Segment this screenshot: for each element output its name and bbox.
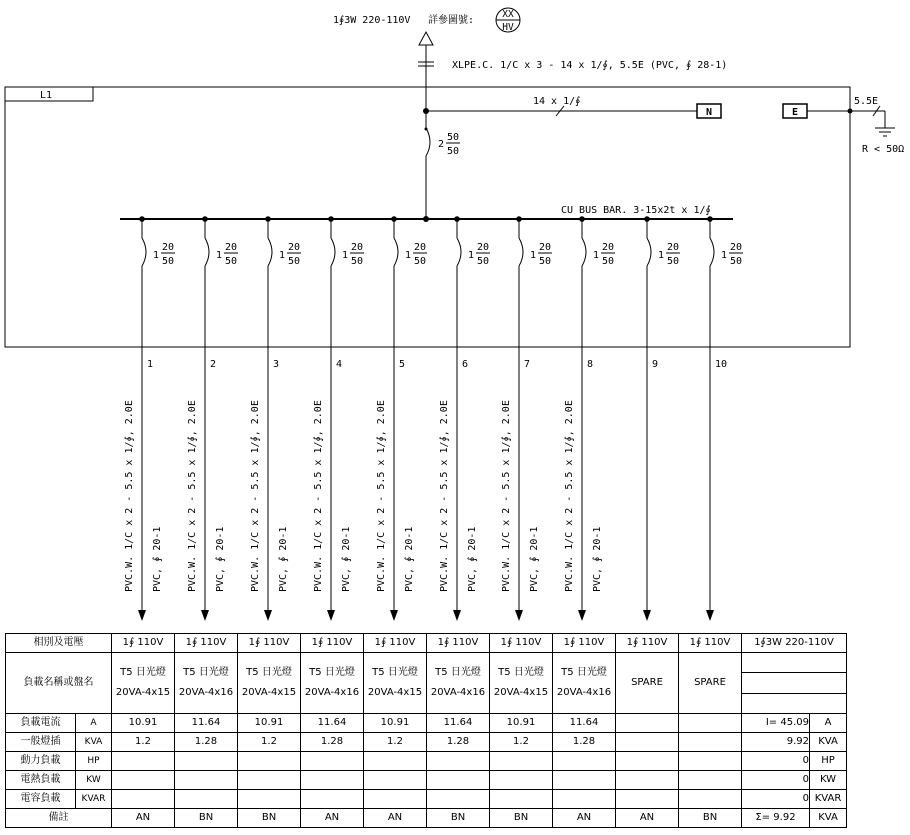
breaker-af: 50 bbox=[539, 256, 552, 267]
breaker-poles: 1 bbox=[658, 250, 665, 261]
load-arrow-icon bbox=[515, 610, 523, 621]
circuit-9 bbox=[643, 216, 680, 621]
load-arrow-icon bbox=[264, 610, 272, 621]
summary-kw-unit: KW bbox=[810, 771, 847, 790]
load-name: T5 日光燈 bbox=[246, 667, 292, 678]
ground-cable-label: 5.5E bbox=[854, 96, 879, 107]
circuit-number: 4 bbox=[336, 359, 343, 370]
load-name-cell bbox=[175, 653, 238, 714]
breaker-at: 20 bbox=[225, 242, 238, 253]
breaker-af: 50 bbox=[667, 256, 680, 267]
remark-cell: BN bbox=[175, 809, 238, 828]
capacitor-cell bbox=[679, 790, 742, 809]
summary-kvar-unit: KVAR bbox=[810, 790, 847, 809]
ground-symbol-icon bbox=[875, 111, 895, 136]
table-row-lighting bbox=[6, 733, 847, 752]
capacitor-cell bbox=[364, 790, 427, 809]
capacitor-cell bbox=[112, 790, 175, 809]
table-row-phase bbox=[6, 634, 847, 653]
summary-kva: 9.92 bbox=[742, 733, 810, 752]
remark-cell: BN bbox=[679, 809, 742, 828]
remark-cell: BN bbox=[490, 809, 553, 828]
supply-label: 1∮3W 220-110V bbox=[333, 15, 411, 26]
phase-cell: 1∮ 110V bbox=[364, 634, 427, 653]
kva-cell: 1.2 bbox=[490, 733, 553, 752]
power-cell bbox=[553, 752, 616, 771]
load-rating: 20VA-4x15 bbox=[367, 687, 423, 698]
reference-bubble-top: XX bbox=[502, 9, 514, 20]
breaker-symbol bbox=[457, 238, 461, 266]
power-cell bbox=[175, 752, 238, 771]
branch-conduit: PVC, ∮ 20-1 bbox=[529, 526, 540, 592]
current-cell: 10.91 bbox=[238, 714, 301, 733]
breaker-symbol bbox=[582, 238, 586, 266]
table-row-remarks bbox=[6, 809, 847, 828]
row-label: 動力負載 bbox=[6, 752, 76, 771]
supply-arrow-icon bbox=[419, 32, 433, 45]
load-name-cell bbox=[364, 653, 427, 714]
heating-cell bbox=[301, 771, 364, 790]
kva-cell bbox=[679, 733, 742, 752]
breaker-af: 50 bbox=[225, 256, 238, 267]
power-cell bbox=[364, 752, 427, 771]
main-breaker-af: 50 bbox=[447, 146, 460, 157]
remark-cell: BN bbox=[238, 809, 301, 828]
branch-circuits bbox=[124, 216, 743, 621]
load-name: T5 日光燈 bbox=[120, 667, 166, 678]
power-cell bbox=[112, 752, 175, 771]
main-breaker-at: 50 bbox=[447, 132, 460, 143]
row-unit: A bbox=[76, 714, 112, 733]
breaker-poles: 1 bbox=[530, 250, 537, 261]
load-name: SPARE bbox=[631, 677, 663, 688]
summary-phase: 1∮3W 220-110V bbox=[742, 634, 847, 653]
remark-cell: AN bbox=[364, 809, 427, 828]
main-breaker bbox=[420, 128, 432, 157]
branch-conduit: PVC, ∮ 20-1 bbox=[152, 526, 163, 592]
power-cell bbox=[679, 752, 742, 771]
load-name-cell bbox=[238, 653, 301, 714]
branch-cable: PVC.W. 1/C x 2 - 5.5 x 1/∮, 2.0E bbox=[376, 400, 387, 592]
capacitor-cell bbox=[175, 790, 238, 809]
capacitor-cell bbox=[238, 790, 301, 809]
heating-cell bbox=[616, 771, 679, 790]
circuit-3 bbox=[250, 216, 301, 621]
breaker-poles: 1 bbox=[468, 250, 475, 261]
load-name: T5 日光燈 bbox=[183, 667, 229, 678]
row-unit: HP bbox=[76, 752, 112, 771]
capacitor-cell bbox=[553, 790, 616, 809]
row-unit: KVAR bbox=[76, 790, 112, 809]
load-arrow-icon bbox=[138, 610, 146, 621]
phase-cell: 1∮ 110V bbox=[553, 634, 616, 653]
circuit-number: 1 bbox=[147, 359, 154, 370]
breaker-af: 50 bbox=[602, 256, 615, 267]
breaker-af: 50 bbox=[351, 256, 364, 267]
ground-label: E bbox=[791, 107, 799, 118]
load-name: SPARE bbox=[694, 677, 726, 688]
row-label: 一般燈插 bbox=[6, 733, 76, 752]
breaker-poles: 1 bbox=[405, 250, 412, 261]
row-label: 相別及電壓 bbox=[6, 634, 112, 653]
kva-cell bbox=[616, 733, 679, 752]
load-name: T5 日光燈 bbox=[372, 667, 418, 678]
load-arrow-icon bbox=[643, 610, 651, 621]
circuit-1 bbox=[124, 216, 175, 621]
power-cell bbox=[490, 752, 553, 771]
branch-cable: PVC.W. 1/C x 2 - 5.5 x 1/∮, 2.0E bbox=[124, 400, 135, 592]
load-arrow-icon bbox=[327, 610, 335, 621]
current-cell: 10.91 bbox=[112, 714, 175, 733]
heating-cell bbox=[490, 771, 553, 790]
breaker-af: 50 bbox=[730, 256, 743, 267]
load-arrow-icon bbox=[706, 610, 714, 621]
heating-cell bbox=[112, 771, 175, 790]
breaker-symbol bbox=[331, 238, 335, 266]
panel-name: L1 bbox=[40, 90, 53, 101]
table-row-load-name bbox=[6, 653, 847, 714]
blank-subcell bbox=[742, 694, 846, 713]
breaker-symbol bbox=[519, 238, 523, 266]
main-breaker-poles: 2 bbox=[438, 139, 445, 150]
summary-kw: 0 bbox=[742, 771, 810, 790]
load-name-cell bbox=[616, 653, 679, 714]
current-cell: 10.91 bbox=[490, 714, 553, 733]
circuit-number: 5 bbox=[399, 359, 406, 370]
kva-cell: 1.28 bbox=[175, 733, 238, 752]
phase-cell: 1∮ 110V bbox=[427, 634, 490, 653]
current-cell: 11.64 bbox=[553, 714, 616, 733]
summary-kva-unit: KVA bbox=[810, 733, 847, 752]
breaker-at: 20 bbox=[602, 242, 615, 253]
remark-cell: AN bbox=[616, 809, 679, 828]
kva-cell: 1.28 bbox=[301, 733, 364, 752]
kva-cell: 1.28 bbox=[553, 733, 616, 752]
breaker-poles: 1 bbox=[721, 250, 728, 261]
branch-conduit: PVC, ∮ 20-1 bbox=[215, 526, 226, 592]
row-label: 負載電流 bbox=[6, 714, 76, 733]
load-rating: 20VA-4x16 bbox=[430, 687, 486, 698]
heating-cell bbox=[364, 771, 427, 790]
capacitor-cell bbox=[427, 790, 490, 809]
power-cell bbox=[616, 752, 679, 771]
breaker-at: 20 bbox=[288, 242, 301, 253]
breaker-at: 20 bbox=[414, 242, 427, 253]
summary-current: I= 45.09 bbox=[742, 714, 810, 733]
breaker-at: 20 bbox=[667, 242, 680, 253]
branch-conduit: PVC, ∮ 20-1 bbox=[467, 526, 478, 592]
power-cell bbox=[238, 752, 301, 771]
circuit-number: 3 bbox=[273, 359, 280, 370]
remark-cell: AN bbox=[553, 809, 616, 828]
circuit-4 bbox=[313, 216, 364, 621]
kva-cell: 1.2 bbox=[112, 733, 175, 752]
busbar-label: CU BUS BAR. 3-15x2t x 1/∮ bbox=[561, 205, 711, 216]
load-schedule-table bbox=[5, 633, 847, 828]
load-name-cell bbox=[112, 653, 175, 714]
branch-cable: PVC.W. 1/C x 2 - 5.5 x 1/∮, 2.0E bbox=[564, 400, 575, 592]
remark-cell: AN bbox=[301, 809, 364, 828]
circuit-10 bbox=[706, 216, 743, 621]
table-row-current bbox=[6, 714, 847, 733]
load-rating: 20VA-4x15 bbox=[115, 687, 171, 698]
branch-conduit: PVC, ∮ 20-1 bbox=[341, 526, 352, 592]
phase-cell: 1∮ 110V bbox=[112, 634, 175, 653]
load-name: T5 日光燈 bbox=[498, 667, 544, 678]
load-arrow-icon bbox=[390, 610, 398, 621]
breaker-at: 20 bbox=[730, 242, 743, 253]
summary-hp-unit: HP bbox=[810, 752, 847, 771]
load-rating: 20VA-4x15 bbox=[493, 687, 549, 698]
circuit-5 bbox=[376, 216, 427, 621]
load-rating: 20VA-4x16 bbox=[556, 687, 612, 698]
table-row-capacitor bbox=[6, 790, 847, 809]
row-label: 電熱負載 bbox=[6, 771, 76, 790]
neutral-cable-label: 14 x 1/∮ bbox=[533, 96, 581, 107]
ground-resistance: R < 50Ω bbox=[862, 144, 905, 155]
load-rating: 20VA-4x16 bbox=[304, 687, 360, 698]
breaker-af: 50 bbox=[477, 256, 490, 267]
breaker-at: 20 bbox=[539, 242, 552, 253]
capacitor-cell bbox=[490, 790, 553, 809]
phase-cell: 1∮ 110V bbox=[175, 634, 238, 653]
load-name-cell bbox=[553, 653, 616, 714]
kva-cell: 1.28 bbox=[427, 733, 490, 752]
branch-cable: PVC.W. 1/C x 2 - 5.5 x 1/∮, 2.0E bbox=[501, 400, 512, 592]
breaker-at: 20 bbox=[351, 242, 364, 253]
load-name: T5 日光燈 bbox=[435, 667, 481, 678]
circuit-8 bbox=[564, 216, 615, 621]
breaker-symbol bbox=[710, 238, 714, 266]
circuit-number: 7 bbox=[524, 359, 531, 370]
breaker-poles: 1 bbox=[593, 250, 600, 261]
branch-cable: PVC.W. 1/C x 2 - 5.5 x 1/∮, 2.0E bbox=[187, 400, 198, 592]
power-cell bbox=[301, 752, 364, 771]
breaker-symbol bbox=[142, 238, 146, 266]
breaker-symbol bbox=[268, 238, 272, 266]
row-label: 負載名稱或盤名 bbox=[6, 653, 112, 714]
breaker-poles: 1 bbox=[342, 250, 349, 261]
power-cell bbox=[427, 752, 490, 771]
breaker-af: 50 bbox=[288, 256, 301, 267]
breaker-poles: 1 bbox=[279, 250, 286, 261]
breaker-af: 50 bbox=[162, 256, 175, 267]
circuit-number: 6 bbox=[462, 359, 469, 370]
row-label: 備註 bbox=[6, 809, 112, 828]
remark-cell: BN bbox=[427, 809, 490, 828]
circuit-7 bbox=[501, 216, 552, 621]
neutral-label: N bbox=[705, 107, 713, 118]
breaker-af: 50 bbox=[414, 256, 427, 267]
branch-conduit: PVC, ∮ 20-1 bbox=[404, 526, 415, 592]
kva-cell: 1.2 bbox=[364, 733, 427, 752]
feeder-cable-label: XLPE.C. 1/C x 3 - 14 x 1/∮, 5.5E (PVC, ∮ 28-1) bbox=[452, 60, 728, 71]
circuit-number: 2 bbox=[210, 359, 217, 370]
summary-blank bbox=[742, 653, 847, 714]
load-name: T5 日光燈 bbox=[309, 667, 355, 678]
phase-cell: 1∮ 110V bbox=[679, 634, 742, 653]
load-rating: 20VA-4x16 bbox=[178, 687, 234, 698]
heating-cell bbox=[238, 771, 301, 790]
branch-cable: PVC.W. 1/C x 2 - 5.5 x 1/∮, 2.0E bbox=[250, 400, 261, 592]
load-name-cell bbox=[490, 653, 553, 714]
row-unit: KVA bbox=[76, 733, 112, 752]
load-arrow-icon bbox=[578, 610, 586, 621]
blank-subcell bbox=[742, 653, 846, 673]
breaker-poles: 1 bbox=[153, 250, 160, 261]
capacitor-cell bbox=[616, 790, 679, 809]
branch-cable: PVC.W. 1/C x 2 - 5.5 x 1/∮, 2.0E bbox=[313, 400, 324, 592]
row-unit: KW bbox=[76, 771, 112, 790]
load-name-cell bbox=[679, 653, 742, 714]
phase-cell: 1∮ 110V bbox=[616, 634, 679, 653]
load-arrow-icon bbox=[201, 610, 209, 621]
blank-subcell bbox=[742, 673, 846, 693]
current-cell bbox=[679, 714, 742, 733]
table-row-heating bbox=[6, 771, 847, 790]
heating-cell bbox=[553, 771, 616, 790]
circuit-6 bbox=[439, 216, 490, 621]
current-cell: 11.64 bbox=[427, 714, 490, 733]
load-arrow-icon bbox=[453, 610, 461, 621]
branch-conduit: PVC, ∮ 20-1 bbox=[278, 526, 289, 592]
current-cell: 11.64 bbox=[175, 714, 238, 733]
breaker-symbol bbox=[647, 238, 651, 266]
current-cell bbox=[616, 714, 679, 733]
heating-cell bbox=[175, 771, 238, 790]
breaker-poles: 1 bbox=[216, 250, 223, 261]
summary-total-unit: KVA bbox=[810, 809, 847, 828]
load-name-cell bbox=[427, 653, 490, 714]
summary-hp: 0 bbox=[742, 752, 810, 771]
kva-cell: 1.2 bbox=[238, 733, 301, 752]
circuit-number: 9 bbox=[652, 359, 659, 370]
circuit-number: 8 bbox=[587, 359, 594, 370]
breaker-symbol bbox=[394, 238, 398, 266]
branch-conduit: PVC, ∮ 20-1 bbox=[592, 526, 603, 592]
phase-cell: 1∮ 110V bbox=[490, 634, 553, 653]
reference-label: 詳參圖號: bbox=[428, 15, 475, 26]
load-name-cell bbox=[301, 653, 364, 714]
heating-cell bbox=[679, 771, 742, 790]
breaker-at: 20 bbox=[162, 242, 175, 253]
current-cell: 10.91 bbox=[364, 714, 427, 733]
load-name: T5 日光燈 bbox=[561, 667, 607, 678]
phase-cell: 1∮ 110V bbox=[301, 634, 364, 653]
reference-bubble-bottom: HV bbox=[502, 22, 514, 33]
table-row-power bbox=[6, 752, 847, 771]
current-cell: 11.64 bbox=[301, 714, 364, 733]
branch-cable: PVC.W. 1/C x 2 - 5.5 x 1/∮, 2.0E bbox=[439, 400, 450, 592]
phase-cell: 1∮ 110V bbox=[238, 634, 301, 653]
summary-current-unit: A bbox=[810, 714, 847, 733]
summary-kvar: 0 bbox=[742, 790, 810, 809]
breaker-symbol bbox=[205, 238, 209, 266]
row-label: 電容負載 bbox=[6, 790, 76, 809]
heating-cell bbox=[427, 771, 490, 790]
remark-cell: AN bbox=[112, 809, 175, 828]
circuit-2 bbox=[187, 216, 238, 621]
circuit-number: 10 bbox=[715, 359, 728, 370]
reference-bubble bbox=[496, 8, 520, 33]
load-rating: 20VA-4x15 bbox=[241, 687, 297, 698]
breaker-at: 20 bbox=[477, 242, 490, 253]
capacitor-cell bbox=[301, 790, 364, 809]
summary-total: Σ= 9.92 bbox=[742, 809, 810, 828]
